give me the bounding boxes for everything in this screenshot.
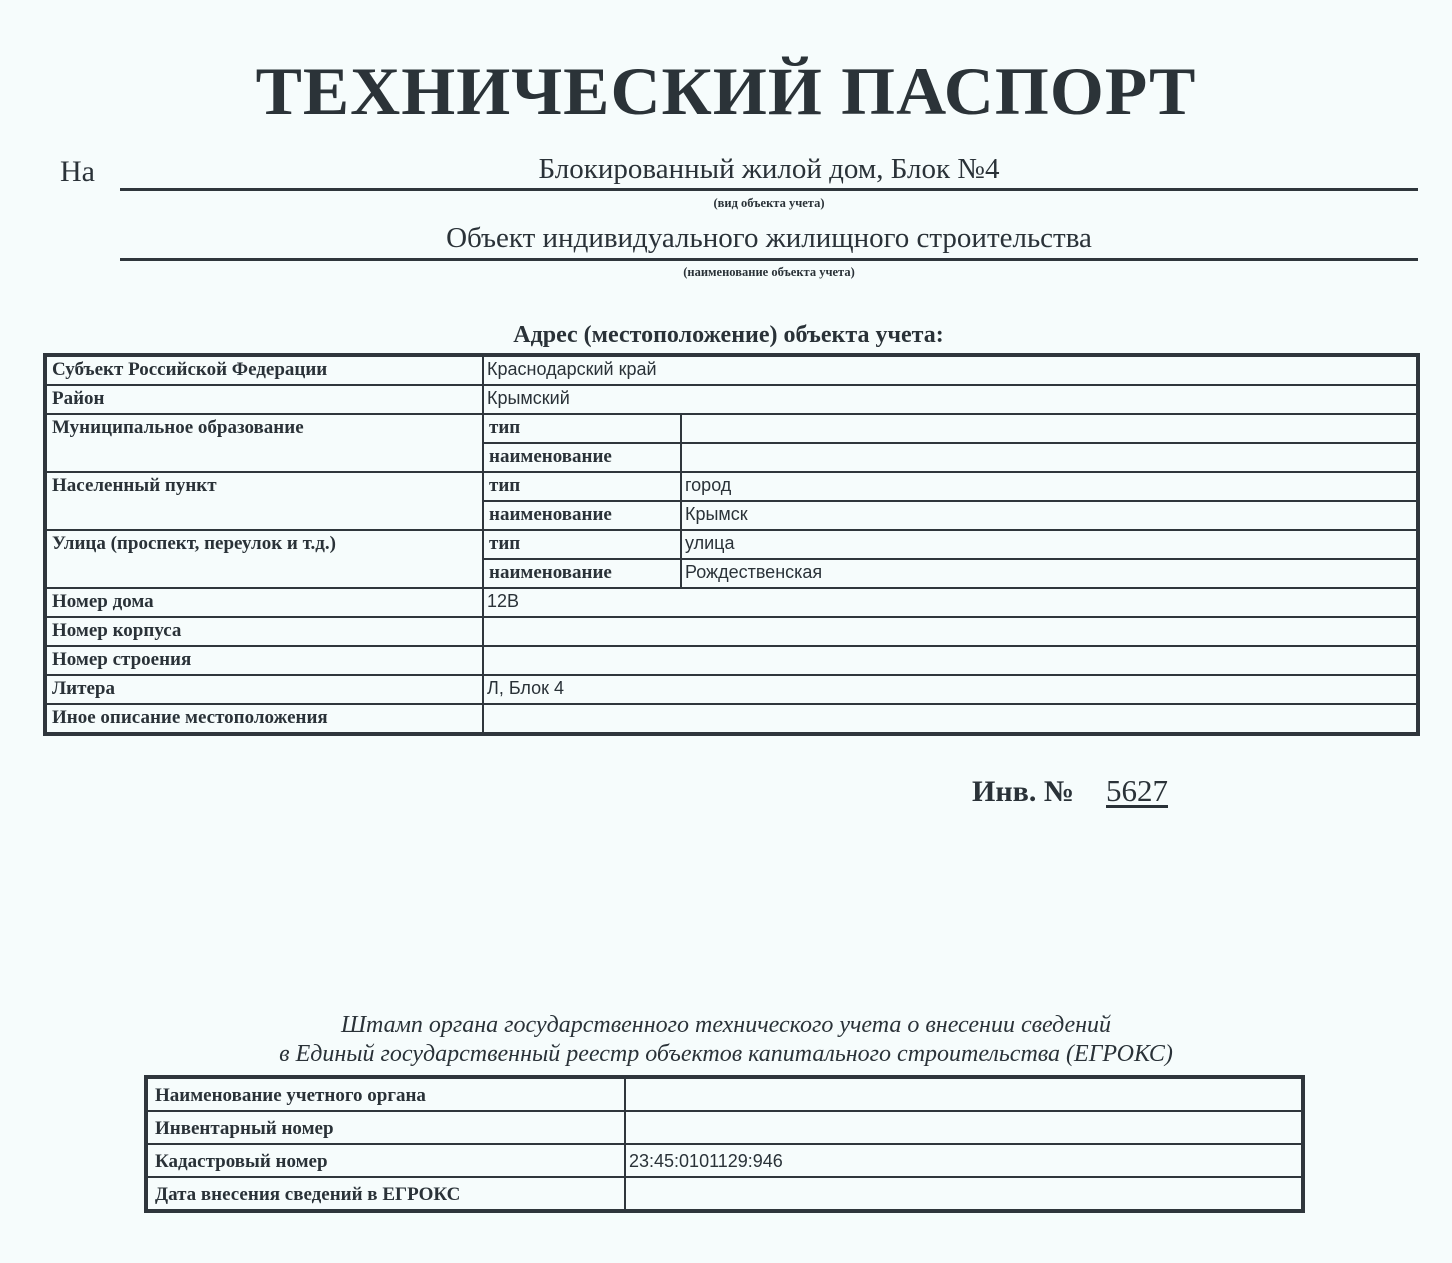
for-label: На xyxy=(60,155,95,188)
object-name-value: Объект индивидуального жилищного строительства xyxy=(446,222,1092,254)
object-type-value: Блокированный жилой дом, Блок №4 xyxy=(538,153,1000,185)
object-name-caption: (наименование объекта учета) xyxy=(683,265,855,279)
address-table xyxy=(43,353,1420,736)
row-label: Субъект Российской Федерации xyxy=(45,355,483,385)
row-value: 12В xyxy=(483,588,1418,617)
row-label: Литера xyxy=(45,675,483,704)
sub-value-type xyxy=(681,414,1418,443)
table-row xyxy=(45,646,1418,675)
row-label: Номер строения xyxy=(45,646,483,675)
address-heading-text: Адрес (местоположение) объекта учета: xyxy=(513,322,944,348)
table-row xyxy=(45,414,1418,443)
row-value xyxy=(483,704,1418,734)
row-value: 23:45:0101129:946 xyxy=(625,1144,1303,1177)
row-value xyxy=(483,646,1418,675)
stamp-title-line-1: Штамп органа государственного технического учета о внесении сведений xyxy=(340,1012,1112,1038)
table-row xyxy=(45,617,1418,646)
sub-label-name: наименование xyxy=(483,559,681,588)
row-label: Номер корпуса xyxy=(45,617,483,646)
row-label: Наименование учетного органа xyxy=(146,1077,625,1111)
stamp-table xyxy=(144,1075,1305,1213)
row-label: Населенный пункт xyxy=(45,472,483,530)
row-label: Муниципальное образование xyxy=(45,414,483,472)
sub-value-type: город xyxy=(681,472,1418,501)
table-row xyxy=(45,675,1418,704)
table-row xyxy=(146,1177,1303,1211)
table-row xyxy=(146,1077,1303,1111)
row-label: Дата внесения сведений в ЕГРОКС xyxy=(146,1177,625,1211)
sub-label-type: тип xyxy=(483,414,681,443)
object-name-underline xyxy=(120,258,1418,261)
table-row xyxy=(45,704,1418,734)
table-row xyxy=(146,1144,1303,1177)
row-value xyxy=(625,1111,1303,1144)
table-row xyxy=(45,588,1418,617)
sub-value-name: Рождественская xyxy=(681,559,1418,588)
table-row xyxy=(146,1111,1303,1144)
inventory-label: Инв. № xyxy=(972,775,1074,808)
row-value: Краснодарский край xyxy=(483,355,1418,385)
sub-value-name xyxy=(681,443,1418,472)
table-row xyxy=(45,385,1418,414)
row-label: Инвентарный номер xyxy=(146,1111,625,1144)
table-row xyxy=(45,355,1418,385)
row-value xyxy=(625,1077,1303,1111)
document-title: ТЕХНИЧЕСКИЙ ПАСПОРТ xyxy=(255,53,1197,129)
row-label: Район xyxy=(45,385,483,414)
sub-label-name: наименование xyxy=(483,501,681,530)
address-heading xyxy=(0,322,1452,349)
stamp-title-line-2: в Единый государственный реестр объектов капитального строительства (ЕГРОКС) xyxy=(279,1041,1173,1067)
sub-value-name: Крымск xyxy=(681,501,1418,530)
row-value xyxy=(483,617,1418,646)
sub-value-type: улица xyxy=(681,530,1418,559)
object-type-underline xyxy=(120,188,1418,191)
row-value: Крымский xyxy=(483,385,1418,414)
sub-label-type: тип xyxy=(483,472,681,501)
row-label: Номер дома xyxy=(45,588,483,617)
table-row xyxy=(45,472,1418,501)
row-label: Иное описание местоположения xyxy=(45,704,483,734)
sub-label-name: наименование xyxy=(483,443,681,472)
inventory-number: 5627 xyxy=(1106,773,1168,808)
object-type-caption: (вид объекта учета) xyxy=(713,196,825,210)
row-label: Улица (проспект, переулок и т.д.) xyxy=(45,530,483,588)
row-value xyxy=(625,1177,1303,1211)
table-row xyxy=(45,530,1418,559)
sub-label-type: тип xyxy=(483,530,681,559)
row-value: Л, Блок 4 xyxy=(483,675,1418,704)
row-label: Кадастровый номер xyxy=(146,1144,625,1177)
